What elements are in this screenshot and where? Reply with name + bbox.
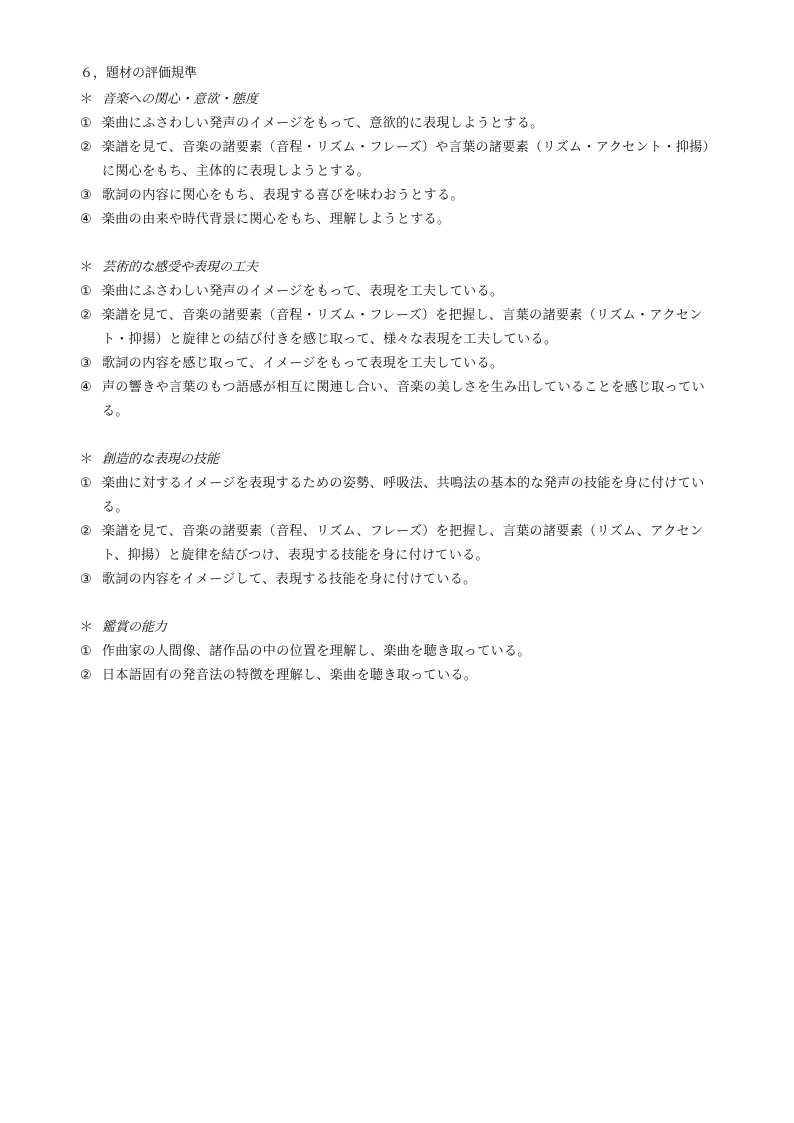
item-number: ① bbox=[80, 476, 93, 491]
item-text: 楽譜を見て、音楽の諸要素（音程・リズム・フレーズ）を把握し、言葉の諸要素（リズム・アクセント・抑揚）と旋律との結び付きを感じ取って、様々な表現を工夫している。 bbox=[102, 308, 703, 347]
item-text: 歌詞の内容を感じ取って、イメージをもって表現を工夫している。 bbox=[102, 356, 504, 371]
section-heading bbox=[80, 448, 720, 472]
item-number: ② bbox=[80, 140, 93, 155]
item-number: ② bbox=[80, 668, 93, 683]
item-text: 楽譜を見て、音楽の諸要素（音程・リズム・フレーズ）や言葉の諸要素（リズム・アクセント・抑揚）に関心をもち、主体的に表現しようとする。 bbox=[102, 140, 717, 179]
item-text: 楽譜を見て、音楽の諸要素（音程、リズム、フレーズ）を把握し、言葉の諸要素（リズム、アクセント、抑揚）と旋律を結びつけ、表現する技能を身に付けている。 bbox=[102, 524, 704, 563]
section-heading bbox=[80, 616, 720, 640]
section-creative-expression-skills bbox=[80, 448, 720, 592]
item-number: ④ bbox=[80, 380, 93, 395]
section-interest-motivation-attitude bbox=[80, 88, 720, 232]
item-number: ① bbox=[80, 284, 93, 299]
item-number: ② bbox=[80, 524, 93, 539]
item-text: 楽曲に対するイメージを表現するための姿勢、呼吸法、共鳴法の基本的な発声の技能を身に付けている。 bbox=[102, 476, 705, 515]
asterisk-marker: ＊ bbox=[80, 620, 94, 635]
item-text: 楽曲の由来や時代背景に関心をもち、理解しようとする。 bbox=[102, 212, 451, 227]
item-number: ① bbox=[80, 644, 93, 659]
item-number: ③ bbox=[80, 572, 93, 587]
list-item bbox=[80, 568, 720, 592]
asterisk-marker: ＊ bbox=[80, 260, 94, 275]
list-item bbox=[80, 376, 720, 424]
section-heading bbox=[80, 88, 720, 112]
section-heading bbox=[80, 256, 720, 280]
item-number: ④ bbox=[80, 212, 93, 227]
section-artistic-perception bbox=[80, 256, 720, 424]
list-item bbox=[80, 352, 720, 376]
item-text: 日本語固有の発音法の特徴を理解し、楽曲を聴き取っている。 bbox=[102, 668, 478, 683]
section-heading-text: 芸術的な感受や表現の工夫 bbox=[102, 260, 259, 275]
list-item bbox=[80, 136, 720, 184]
list-item bbox=[80, 640, 720, 664]
list-item bbox=[80, 280, 720, 304]
list-item bbox=[80, 304, 720, 352]
section-heading-text: 鑑賞の能力 bbox=[102, 620, 168, 635]
item-text: 楽曲にふさわしい発声のイメージをもって、意欲的に表現しようとする。 bbox=[102, 116, 544, 131]
item-text: 楽曲にふさわしい発声のイメージをもって、表現を工夫している。 bbox=[102, 284, 504, 299]
list-item bbox=[80, 472, 720, 520]
item-text: 声の響きや言葉のもつ語感が相互に関連し合い、音楽の美しさを生み出していることを感じ取っている。 bbox=[102, 380, 706, 419]
item-number: ③ bbox=[80, 188, 93, 203]
item-text: 歌詞の内容に関心をもち、表現する喜びを味わおうとする。 bbox=[102, 188, 464, 203]
list-item bbox=[80, 184, 720, 208]
item-text: 作曲家の人間像、諸作品の中の位置を理解し、楽曲を聴き取っている。 bbox=[102, 644, 531, 659]
list-item bbox=[80, 208, 720, 232]
asterisk-marker: ＊ bbox=[80, 92, 94, 107]
section-appreciation-ability bbox=[80, 616, 720, 688]
list-item bbox=[80, 112, 720, 136]
item-text: 歌詞の内容をイメージして、表現する技能を身に付けている。 bbox=[102, 572, 477, 587]
doc-title: ６，題材の評価規準 bbox=[80, 66, 198, 81]
list-item bbox=[80, 520, 720, 568]
section-heading-text: 音楽への関心・意欲・態度 bbox=[102, 92, 259, 107]
list-item bbox=[80, 664, 720, 688]
asterisk-marker: ＊ bbox=[80, 452, 94, 467]
item-number: ③ bbox=[80, 356, 93, 371]
section-heading-text: 創造的な表現の技能 bbox=[102, 452, 220, 467]
item-number: ① bbox=[80, 116, 93, 131]
item-number: ② bbox=[80, 308, 93, 323]
